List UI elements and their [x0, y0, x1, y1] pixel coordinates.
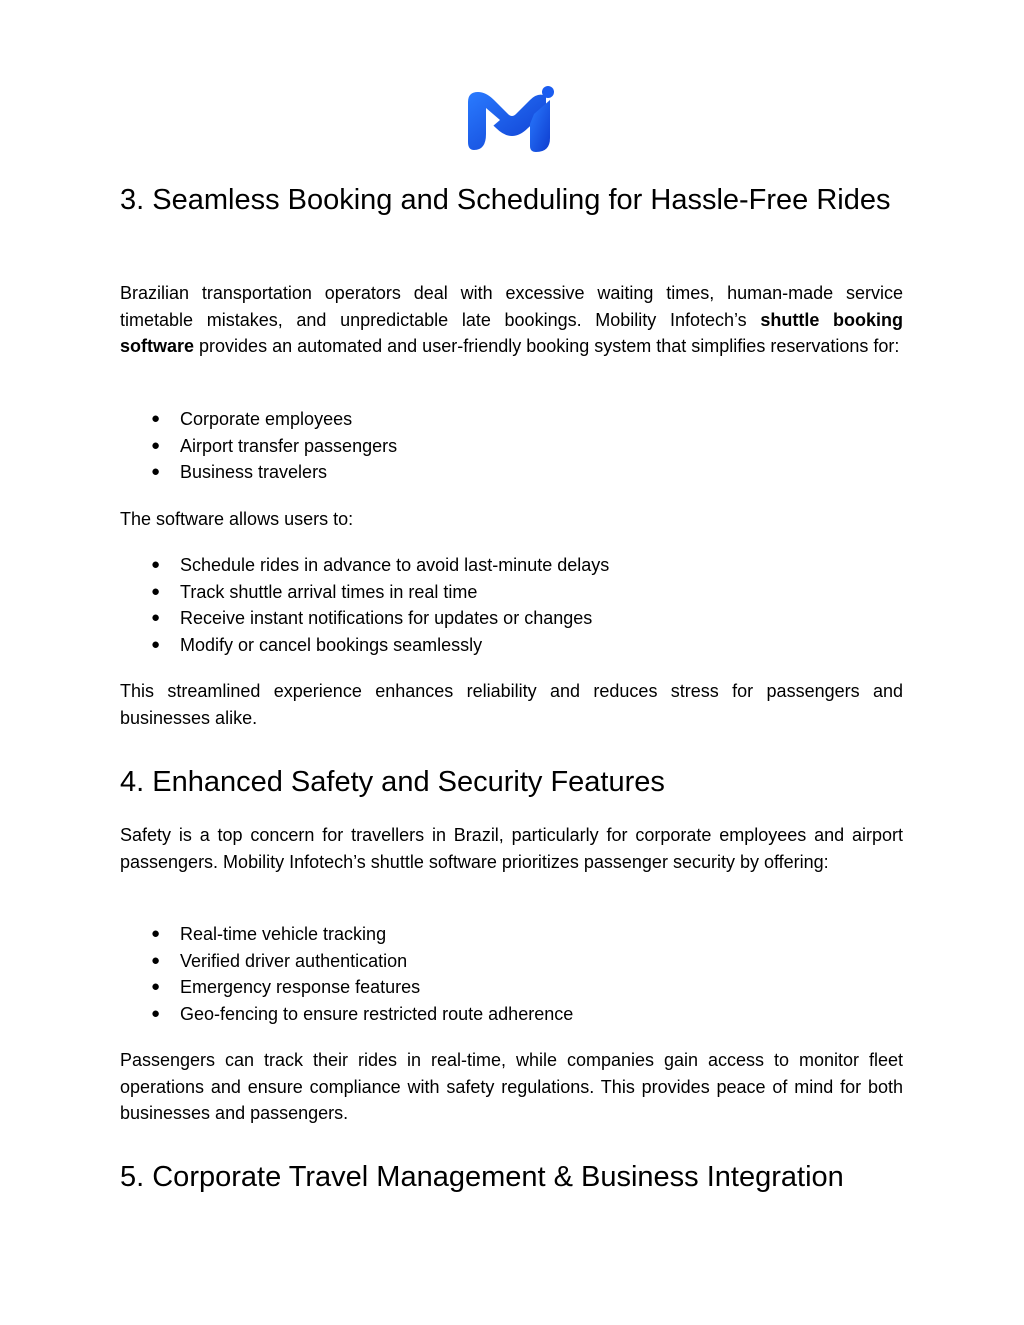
list-item-text: Receive instant notifications for updates or changes — [180, 608, 593, 629]
bullet-icon: ● — [151, 436, 161, 454]
list-item — [120, 459, 903, 486]
intro-text-end: provides an automated and user-friendly booking system that simplifies reservations for: — [194, 336, 900, 357]
section-3-features-list — [120, 552, 903, 658]
list-item-text: Track shuttle arrival times in real time — [180, 581, 478, 602]
list-item-text: Verified driver authentication — [180, 950, 408, 971]
bullet-icon: ● — [151, 1004, 161, 1022]
bullet-icon: ● — [151, 925, 161, 942]
list-item — [120, 974, 903, 1001]
list-item-text: Emergency response features — [180, 977, 421, 998]
list-item — [120, 579, 903, 606]
section-4-intro-paragraph: Safety is a top concern for travellers in Brazil, particularly for corporate employees and airport passengers. Mobility Infotech’s shuttle software prioritizes passenger security by offering: — [120, 825, 903, 872]
bullet-icon: ● — [151, 609, 161, 627]
section-4-safety-list — [120, 921, 903, 1027]
bullet-icon: ● — [151, 463, 161, 481]
intro-text-start: Brazilian transportation operators deal with excessive waiting times, human-made service timetable mistakes, and unpredictable late bookings. Mobility Infotech’s — [120, 283, 903, 330]
list-item-text: Modify or cancel bookings seamlessly — [180, 634, 483, 655]
list-item — [120, 632, 903, 659]
section-3-heading: 3. Seamless Booking and Scheduling for Hassle-Free Rides — [120, 184, 891, 216]
bullet-icon: ● — [151, 978, 161, 996]
bullet-icon: ● — [151, 410, 161, 427]
section-3-features-intro: The software allows users to: — [120, 509, 354, 529]
section-4-closing-paragraph: Passengers can track their rides in real-time, while companies gain access to monitor fleet operations and ensure compliance with safety regulations. This provides peace of mind for both businesses and passengers. — [120, 1050, 903, 1124]
company-logo — [464, 84, 560, 156]
list-item — [120, 552, 903, 579]
bullet-icon: ● — [151, 582, 161, 600]
section-3-intro-paragraph — [120, 280, 903, 360]
list-item-text: Business travelers — [180, 462, 328, 483]
list-item — [120, 1001, 903, 1028]
list-item-text: Airport transfer passengers — [180, 435, 398, 456]
list-item-text: Real-time vehicle tracking — [180, 924, 387, 944]
list-item-text: Geo-fencing to ensure restricted route adherence — [180, 1003, 574, 1024]
list-item-text: Schedule rides in advance to avoid last-minute delays — [180, 555, 610, 575]
list-item — [120, 948, 903, 975]
list-item — [120, 921, 903, 948]
list-item-text: Corporate employees — [180, 409, 353, 429]
section-3-audience-list — [120, 406, 903, 486]
section-3-closing-paragraph: This streamlined experience enhances reliability and reduces stress for passengers and businesses alike. — [120, 681, 903, 728]
list-item — [120, 433, 903, 460]
section-4-heading: 4. Enhanced Safety and Security Features — [120, 766, 665, 798]
bullet-icon: ● — [151, 951, 161, 969]
bullet-icon: ● — [151, 556, 161, 573]
section-5-heading: 5. Corporate Travel Management & Business Integration — [120, 1161, 844, 1193]
list-item — [120, 406, 903, 433]
bullet-icon: ● — [151, 635, 161, 653]
shuttle-booking-software-link-text: shuttle booking software — [120, 309, 904, 357]
list-item — [120, 605, 903, 632]
